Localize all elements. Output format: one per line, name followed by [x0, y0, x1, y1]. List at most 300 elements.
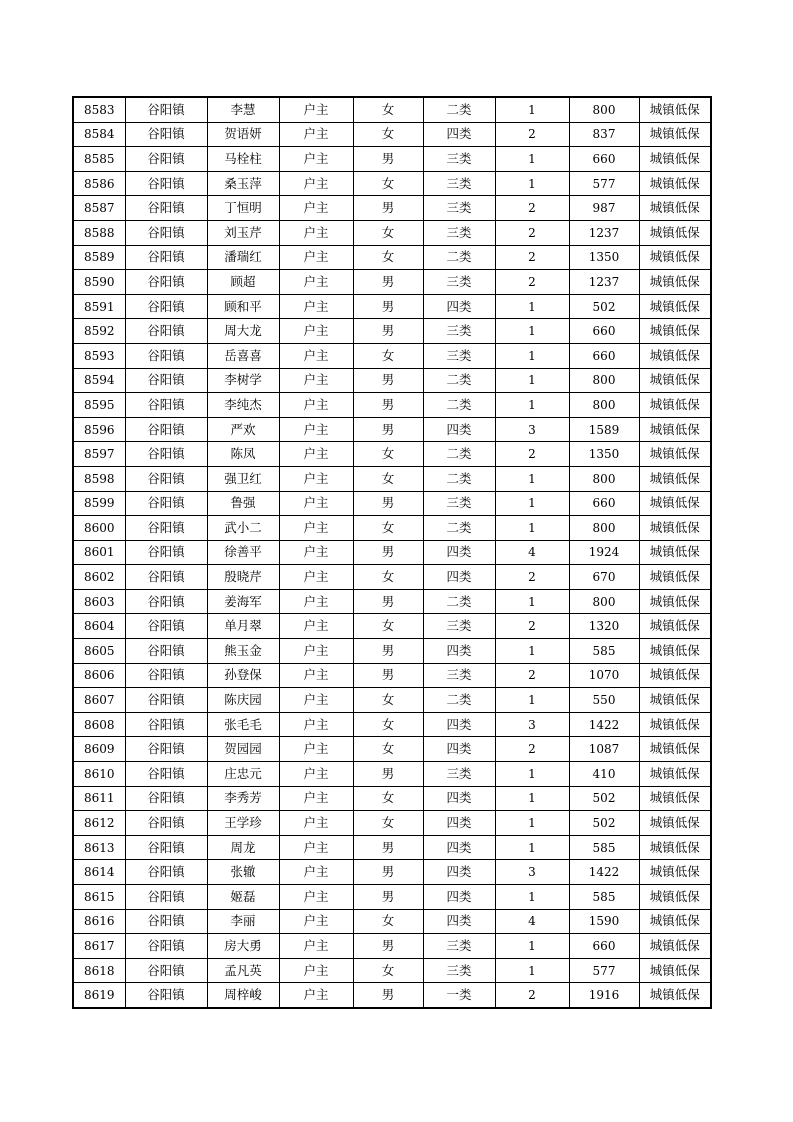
category-cell: 四类	[423, 639, 495, 664]
town-cell: 谷阳镇	[125, 639, 207, 664]
person-count-cell: 2	[495, 565, 569, 590]
assistance-type-cell: 城镇低保	[639, 712, 711, 737]
town-cell: 谷阳镇	[125, 368, 207, 393]
town-cell: 谷阳镇	[125, 147, 207, 172]
name-cell: 周大龙	[207, 319, 279, 344]
person-count-cell: 1	[495, 516, 569, 541]
relation-to-head-cell: 户主	[279, 860, 353, 885]
gender-cell: 女	[353, 171, 423, 196]
name-cell: 张毛毛	[207, 712, 279, 737]
record-number-cell: 8608	[73, 712, 125, 737]
category-cell: 二类	[423, 245, 495, 270]
category-cell: 四类	[423, 712, 495, 737]
gender-cell: 女	[353, 516, 423, 541]
assistance-type-cell: 城镇低保	[639, 393, 711, 418]
record-number-cell: 8602	[73, 565, 125, 590]
amount-cell: 660	[569, 147, 639, 172]
town-cell: 谷阳镇	[125, 835, 207, 860]
assistance-type-cell: 城镇低保	[639, 909, 711, 934]
category-cell: 四类	[423, 860, 495, 885]
person-count-cell: 2	[495, 220, 569, 245]
category-cell: 四类	[423, 909, 495, 934]
assistance-type-cell: 城镇低保	[639, 885, 711, 910]
name-cell: 庄忠元	[207, 762, 279, 787]
town-cell: 谷阳镇	[125, 466, 207, 491]
record-number-cell: 8599	[73, 491, 125, 516]
relation-to-head-cell: 户主	[279, 491, 353, 516]
gender-cell: 男	[353, 639, 423, 664]
person-count-cell: 2	[495, 245, 569, 270]
town-cell: 谷阳镇	[125, 737, 207, 762]
assistance-type-cell: 城镇低保	[639, 270, 711, 295]
relation-to-head-cell: 户主	[279, 885, 353, 910]
assistance-type-cell: 城镇低保	[639, 835, 711, 860]
amount-cell: 410	[569, 762, 639, 787]
relation-to-head-cell: 户主	[279, 393, 353, 418]
name-cell: 王学珍	[207, 811, 279, 836]
relation-to-head-cell: 户主	[279, 245, 353, 270]
assistance-type-cell: 城镇低保	[639, 245, 711, 270]
gender-cell: 男	[353, 491, 423, 516]
table-row	[73, 737, 711, 762]
category-cell: 四类	[423, 835, 495, 860]
record-number-cell: 8596	[73, 417, 125, 442]
record-number-cell: 8604	[73, 614, 125, 639]
table-row	[73, 343, 711, 368]
category-cell: 四类	[423, 565, 495, 590]
assistance-type-cell: 城镇低保	[639, 663, 711, 688]
amount-cell: 1590	[569, 909, 639, 934]
name-cell: 严欢	[207, 417, 279, 442]
relation-to-head-cell: 户主	[279, 565, 353, 590]
amount-cell: 577	[569, 958, 639, 983]
town-cell: 谷阳镇	[125, 220, 207, 245]
record-number-cell: 8614	[73, 860, 125, 885]
table-row	[73, 885, 711, 910]
amount-cell: 585	[569, 639, 639, 664]
assistance-type-cell: 城镇低保	[639, 147, 711, 172]
gender-cell: 男	[353, 417, 423, 442]
relation-to-head-cell: 户主	[279, 220, 353, 245]
town-cell: 谷阳镇	[125, 442, 207, 467]
town-cell: 谷阳镇	[125, 171, 207, 196]
table-row	[73, 712, 711, 737]
person-count-cell: 3	[495, 417, 569, 442]
amount-cell: 1237	[569, 220, 639, 245]
town-cell: 谷阳镇	[125, 491, 207, 516]
name-cell: 孙登保	[207, 663, 279, 688]
assistance-type-cell: 城镇低保	[639, 319, 711, 344]
relation-to-head-cell: 户主	[279, 835, 353, 860]
gender-cell: 女	[353, 958, 423, 983]
town-cell: 谷阳镇	[125, 712, 207, 737]
amount-cell: 660	[569, 343, 639, 368]
category-cell: 二类	[423, 368, 495, 393]
amount-cell: 1087	[569, 737, 639, 762]
name-cell: 殷晓芹	[207, 565, 279, 590]
town-cell: 谷阳镇	[125, 786, 207, 811]
name-cell: 姜海军	[207, 589, 279, 614]
relation-to-head-cell: 户主	[279, 909, 353, 934]
gender-cell: 男	[353, 835, 423, 860]
relation-to-head-cell: 户主	[279, 417, 353, 442]
gender-cell: 女	[353, 466, 423, 491]
gender-cell: 女	[353, 220, 423, 245]
record-number-cell: 8589	[73, 245, 125, 270]
table-row	[73, 614, 711, 639]
table-body	[73, 97, 711, 1008]
gender-cell: 男	[353, 934, 423, 959]
name-cell: 周龙	[207, 835, 279, 860]
category-cell: 二类	[423, 442, 495, 467]
amount-cell: 585	[569, 835, 639, 860]
table-row	[73, 147, 711, 172]
category-cell: 三类	[423, 663, 495, 688]
town-cell: 谷阳镇	[125, 762, 207, 787]
gender-cell: 男	[353, 196, 423, 221]
record-number-cell: 8609	[73, 737, 125, 762]
relation-to-head-cell: 户主	[279, 122, 353, 147]
person-count-cell: 1	[495, 491, 569, 516]
person-count-cell: 1	[495, 97, 569, 122]
name-cell: 强卫红	[207, 466, 279, 491]
assistance-type-cell: 城镇低保	[639, 516, 711, 541]
gender-cell: 男	[353, 885, 423, 910]
table-row	[73, 171, 711, 196]
name-cell: 李纯杰	[207, 393, 279, 418]
person-count-cell: 1	[495, 171, 569, 196]
category-cell: 四类	[423, 811, 495, 836]
gender-cell: 男	[353, 762, 423, 787]
table-row	[73, 245, 711, 270]
gender-cell: 女	[353, 614, 423, 639]
amount-cell: 800	[569, 466, 639, 491]
relation-to-head-cell: 户主	[279, 688, 353, 713]
assistance-type-cell: 城镇低保	[639, 540, 711, 565]
town-cell: 谷阳镇	[125, 688, 207, 713]
category-cell: 三类	[423, 171, 495, 196]
amount-cell: 670	[569, 565, 639, 590]
record-number-cell: 8586	[73, 171, 125, 196]
relation-to-head-cell: 户主	[279, 442, 353, 467]
relation-to-head-cell: 户主	[279, 196, 353, 221]
relation-to-head-cell: 户主	[279, 737, 353, 762]
record-number-cell: 8592	[73, 319, 125, 344]
name-cell: 单月翠	[207, 614, 279, 639]
table-row	[73, 860, 711, 885]
table-row	[73, 196, 711, 221]
name-cell: 陈庆园	[207, 688, 279, 713]
record-number-cell: 8611	[73, 786, 125, 811]
amount-cell: 1422	[569, 860, 639, 885]
record-number-cell: 8585	[73, 147, 125, 172]
person-count-cell: 1	[495, 786, 569, 811]
category-cell: 二类	[423, 589, 495, 614]
record-number-cell: 8601	[73, 540, 125, 565]
person-count-cell: 4	[495, 540, 569, 565]
assistance-type-cell: 城镇低保	[639, 97, 711, 122]
table-row	[73, 368, 711, 393]
assistance-type-cell: 城镇低保	[639, 934, 711, 959]
town-cell: 谷阳镇	[125, 270, 207, 295]
town-cell: 谷阳镇	[125, 540, 207, 565]
category-cell: 二类	[423, 516, 495, 541]
category-cell: 二类	[423, 97, 495, 122]
name-cell: 房大勇	[207, 934, 279, 959]
record-number-cell: 8588	[73, 220, 125, 245]
relation-to-head-cell: 户主	[279, 983, 353, 1008]
table-row	[73, 466, 711, 491]
record-number-cell: 8612	[73, 811, 125, 836]
town-cell: 谷阳镇	[125, 122, 207, 147]
category-cell: 四类	[423, 786, 495, 811]
person-count-cell: 1	[495, 393, 569, 418]
amount-cell: 1422	[569, 712, 639, 737]
town-cell: 谷阳镇	[125, 909, 207, 934]
table-row	[73, 294, 711, 319]
category-cell: 四类	[423, 122, 495, 147]
category-cell: 三类	[423, 270, 495, 295]
table-row	[73, 516, 711, 541]
name-cell: 丁恒明	[207, 196, 279, 221]
table-row	[73, 319, 711, 344]
table-row	[73, 417, 711, 442]
table-row	[73, 811, 711, 836]
gender-cell: 女	[353, 245, 423, 270]
table-row	[73, 442, 711, 467]
name-cell: 贺语妍	[207, 122, 279, 147]
amount-cell: 585	[569, 885, 639, 910]
town-cell: 谷阳镇	[125, 319, 207, 344]
record-number-cell: 8618	[73, 958, 125, 983]
record-number-cell: 8597	[73, 442, 125, 467]
amount-cell: 502	[569, 786, 639, 811]
category-cell: 三类	[423, 614, 495, 639]
amount-cell: 800	[569, 589, 639, 614]
assistance-type-cell: 城镇低保	[639, 786, 711, 811]
name-cell: 孟凡英	[207, 958, 279, 983]
gender-cell: 女	[353, 97, 423, 122]
table-row	[73, 97, 711, 122]
town-cell: 谷阳镇	[125, 393, 207, 418]
person-count-cell: 2	[495, 122, 569, 147]
town-cell: 谷阳镇	[125, 589, 207, 614]
record-number-cell: 8613	[73, 835, 125, 860]
assistance-type-cell: 城镇低保	[639, 983, 711, 1008]
record-number-cell: 8615	[73, 885, 125, 910]
relation-to-head-cell: 户主	[279, 663, 353, 688]
amount-cell: 550	[569, 688, 639, 713]
relation-to-head-cell: 户主	[279, 958, 353, 983]
relation-to-head-cell: 户主	[279, 147, 353, 172]
category-cell: 三类	[423, 319, 495, 344]
record-number-cell: 8600	[73, 516, 125, 541]
table-row	[73, 663, 711, 688]
relation-to-head-cell: 户主	[279, 614, 353, 639]
gender-cell: 女	[353, 811, 423, 836]
record-number-cell: 8605	[73, 639, 125, 664]
town-cell: 谷阳镇	[125, 663, 207, 688]
gender-cell: 女	[353, 122, 423, 147]
amount-cell: 1070	[569, 663, 639, 688]
record-number-cell: 8595	[73, 393, 125, 418]
category-cell: 四类	[423, 737, 495, 762]
person-count-cell: 1	[495, 762, 569, 787]
assistance-type-cell: 城镇低保	[639, 688, 711, 713]
category-cell: 二类	[423, 466, 495, 491]
name-cell: 马栓柱	[207, 147, 279, 172]
town-cell: 谷阳镇	[125, 417, 207, 442]
assistance-type-cell: 城镇低保	[639, 589, 711, 614]
category-cell: 三类	[423, 958, 495, 983]
gender-cell: 女	[353, 712, 423, 737]
name-cell: 岳喜喜	[207, 343, 279, 368]
town-cell: 谷阳镇	[125, 934, 207, 959]
town-cell: 谷阳镇	[125, 860, 207, 885]
amount-cell: 800	[569, 97, 639, 122]
amount-cell: 987	[569, 196, 639, 221]
name-cell: 顾和平	[207, 294, 279, 319]
relation-to-head-cell: 户主	[279, 589, 353, 614]
record-number-cell: 8594	[73, 368, 125, 393]
category-cell: 三类	[423, 147, 495, 172]
person-count-cell: 2	[495, 737, 569, 762]
person-count-cell: 1	[495, 934, 569, 959]
name-cell: 李慧	[207, 97, 279, 122]
assistance-type-cell: 城镇低保	[639, 811, 711, 836]
table-row	[73, 909, 711, 934]
relation-to-head-cell: 户主	[279, 639, 353, 664]
category-cell: 三类	[423, 343, 495, 368]
assistance-type-cell: 城镇低保	[639, 368, 711, 393]
name-cell: 桑玉萍	[207, 171, 279, 196]
amount-cell: 800	[569, 393, 639, 418]
person-count-cell: 2	[495, 614, 569, 639]
gender-cell: 男	[353, 589, 423, 614]
gender-cell: 男	[353, 540, 423, 565]
person-count-cell: 3	[495, 712, 569, 737]
gender-cell: 男	[353, 294, 423, 319]
gender-cell: 男	[353, 393, 423, 418]
record-number-cell: 8610	[73, 762, 125, 787]
person-count-cell: 1	[495, 147, 569, 172]
name-cell: 武小二	[207, 516, 279, 541]
amount-cell: 660	[569, 934, 639, 959]
record-number-cell: 8603	[73, 589, 125, 614]
assistance-type-cell: 城镇低保	[639, 860, 711, 885]
name-cell: 鲁强	[207, 491, 279, 516]
record-number-cell: 8591	[73, 294, 125, 319]
gender-cell: 女	[353, 909, 423, 934]
gender-cell: 女	[353, 737, 423, 762]
category-cell: 三类	[423, 491, 495, 516]
town-cell: 谷阳镇	[125, 811, 207, 836]
person-count-cell: 1	[495, 811, 569, 836]
relation-to-head-cell: 户主	[279, 934, 353, 959]
person-count-cell: 2	[495, 442, 569, 467]
record-number-cell: 8590	[73, 270, 125, 295]
category-cell: 一类	[423, 983, 495, 1008]
person-count-cell: 2	[495, 270, 569, 295]
assistance-type-cell: 城镇低保	[639, 737, 711, 762]
assistance-type-cell: 城镇低保	[639, 639, 711, 664]
person-count-cell: 1	[495, 319, 569, 344]
category-cell: 四类	[423, 885, 495, 910]
amount-cell: 660	[569, 491, 639, 516]
gender-cell: 女	[353, 565, 423, 590]
relation-to-head-cell: 户主	[279, 762, 353, 787]
person-count-cell: 1	[495, 688, 569, 713]
person-count-cell: 1	[495, 958, 569, 983]
category-cell: 二类	[423, 393, 495, 418]
town-cell: 谷阳镇	[125, 294, 207, 319]
relation-to-head-cell: 户主	[279, 294, 353, 319]
assistance-type-cell: 城镇低保	[639, 491, 711, 516]
name-cell: 熊玉金	[207, 639, 279, 664]
table-row	[73, 835, 711, 860]
name-cell: 顾超	[207, 270, 279, 295]
table-row	[73, 540, 711, 565]
person-count-cell: 2	[495, 196, 569, 221]
person-count-cell: 1	[495, 294, 569, 319]
amount-cell: 1924	[569, 540, 639, 565]
name-cell: 姬磊	[207, 885, 279, 910]
gender-cell: 女	[353, 688, 423, 713]
amount-cell: 660	[569, 319, 639, 344]
name-cell: 李树学	[207, 368, 279, 393]
person-count-cell: 1	[495, 466, 569, 491]
relation-to-head-cell: 户主	[279, 270, 353, 295]
record-number-cell: 8619	[73, 983, 125, 1008]
amount-cell: 1916	[569, 983, 639, 1008]
town-cell: 谷阳镇	[125, 343, 207, 368]
person-count-cell: 2	[495, 663, 569, 688]
town-cell: 谷阳镇	[125, 565, 207, 590]
gender-cell: 男	[353, 860, 423, 885]
relation-to-head-cell: 户主	[279, 319, 353, 344]
amount-cell: 1320	[569, 614, 639, 639]
table-row	[73, 762, 711, 787]
town-cell: 谷阳镇	[125, 983, 207, 1008]
table-row	[73, 270, 711, 295]
category-cell: 三类	[423, 934, 495, 959]
amount-cell: 800	[569, 368, 639, 393]
table-row	[73, 589, 711, 614]
relation-to-head-cell: 户主	[279, 343, 353, 368]
amount-cell: 1350	[569, 245, 639, 270]
town-cell: 谷阳镇	[125, 958, 207, 983]
record-number-cell: 8616	[73, 909, 125, 934]
assistance-type-cell: 城镇低保	[639, 762, 711, 787]
person-count-cell: 2	[495, 983, 569, 1008]
person-count-cell: 1	[495, 885, 569, 910]
assistance-type-cell: 城镇低保	[639, 196, 711, 221]
table-row	[73, 688, 711, 713]
category-cell: 二类	[423, 688, 495, 713]
name-cell: 陈凤	[207, 442, 279, 467]
relation-to-head-cell: 户主	[279, 171, 353, 196]
amount-cell: 502	[569, 811, 639, 836]
assistance-type-cell: 城镇低保	[639, 614, 711, 639]
gender-cell: 男	[353, 319, 423, 344]
assistance-type-cell: 城镇低保	[639, 220, 711, 245]
town-cell: 谷阳镇	[125, 614, 207, 639]
assistance-type-cell: 城镇低保	[639, 442, 711, 467]
table-row	[73, 491, 711, 516]
gender-cell: 女	[353, 786, 423, 811]
relation-to-head-cell: 户主	[279, 516, 353, 541]
table-row	[73, 934, 711, 959]
